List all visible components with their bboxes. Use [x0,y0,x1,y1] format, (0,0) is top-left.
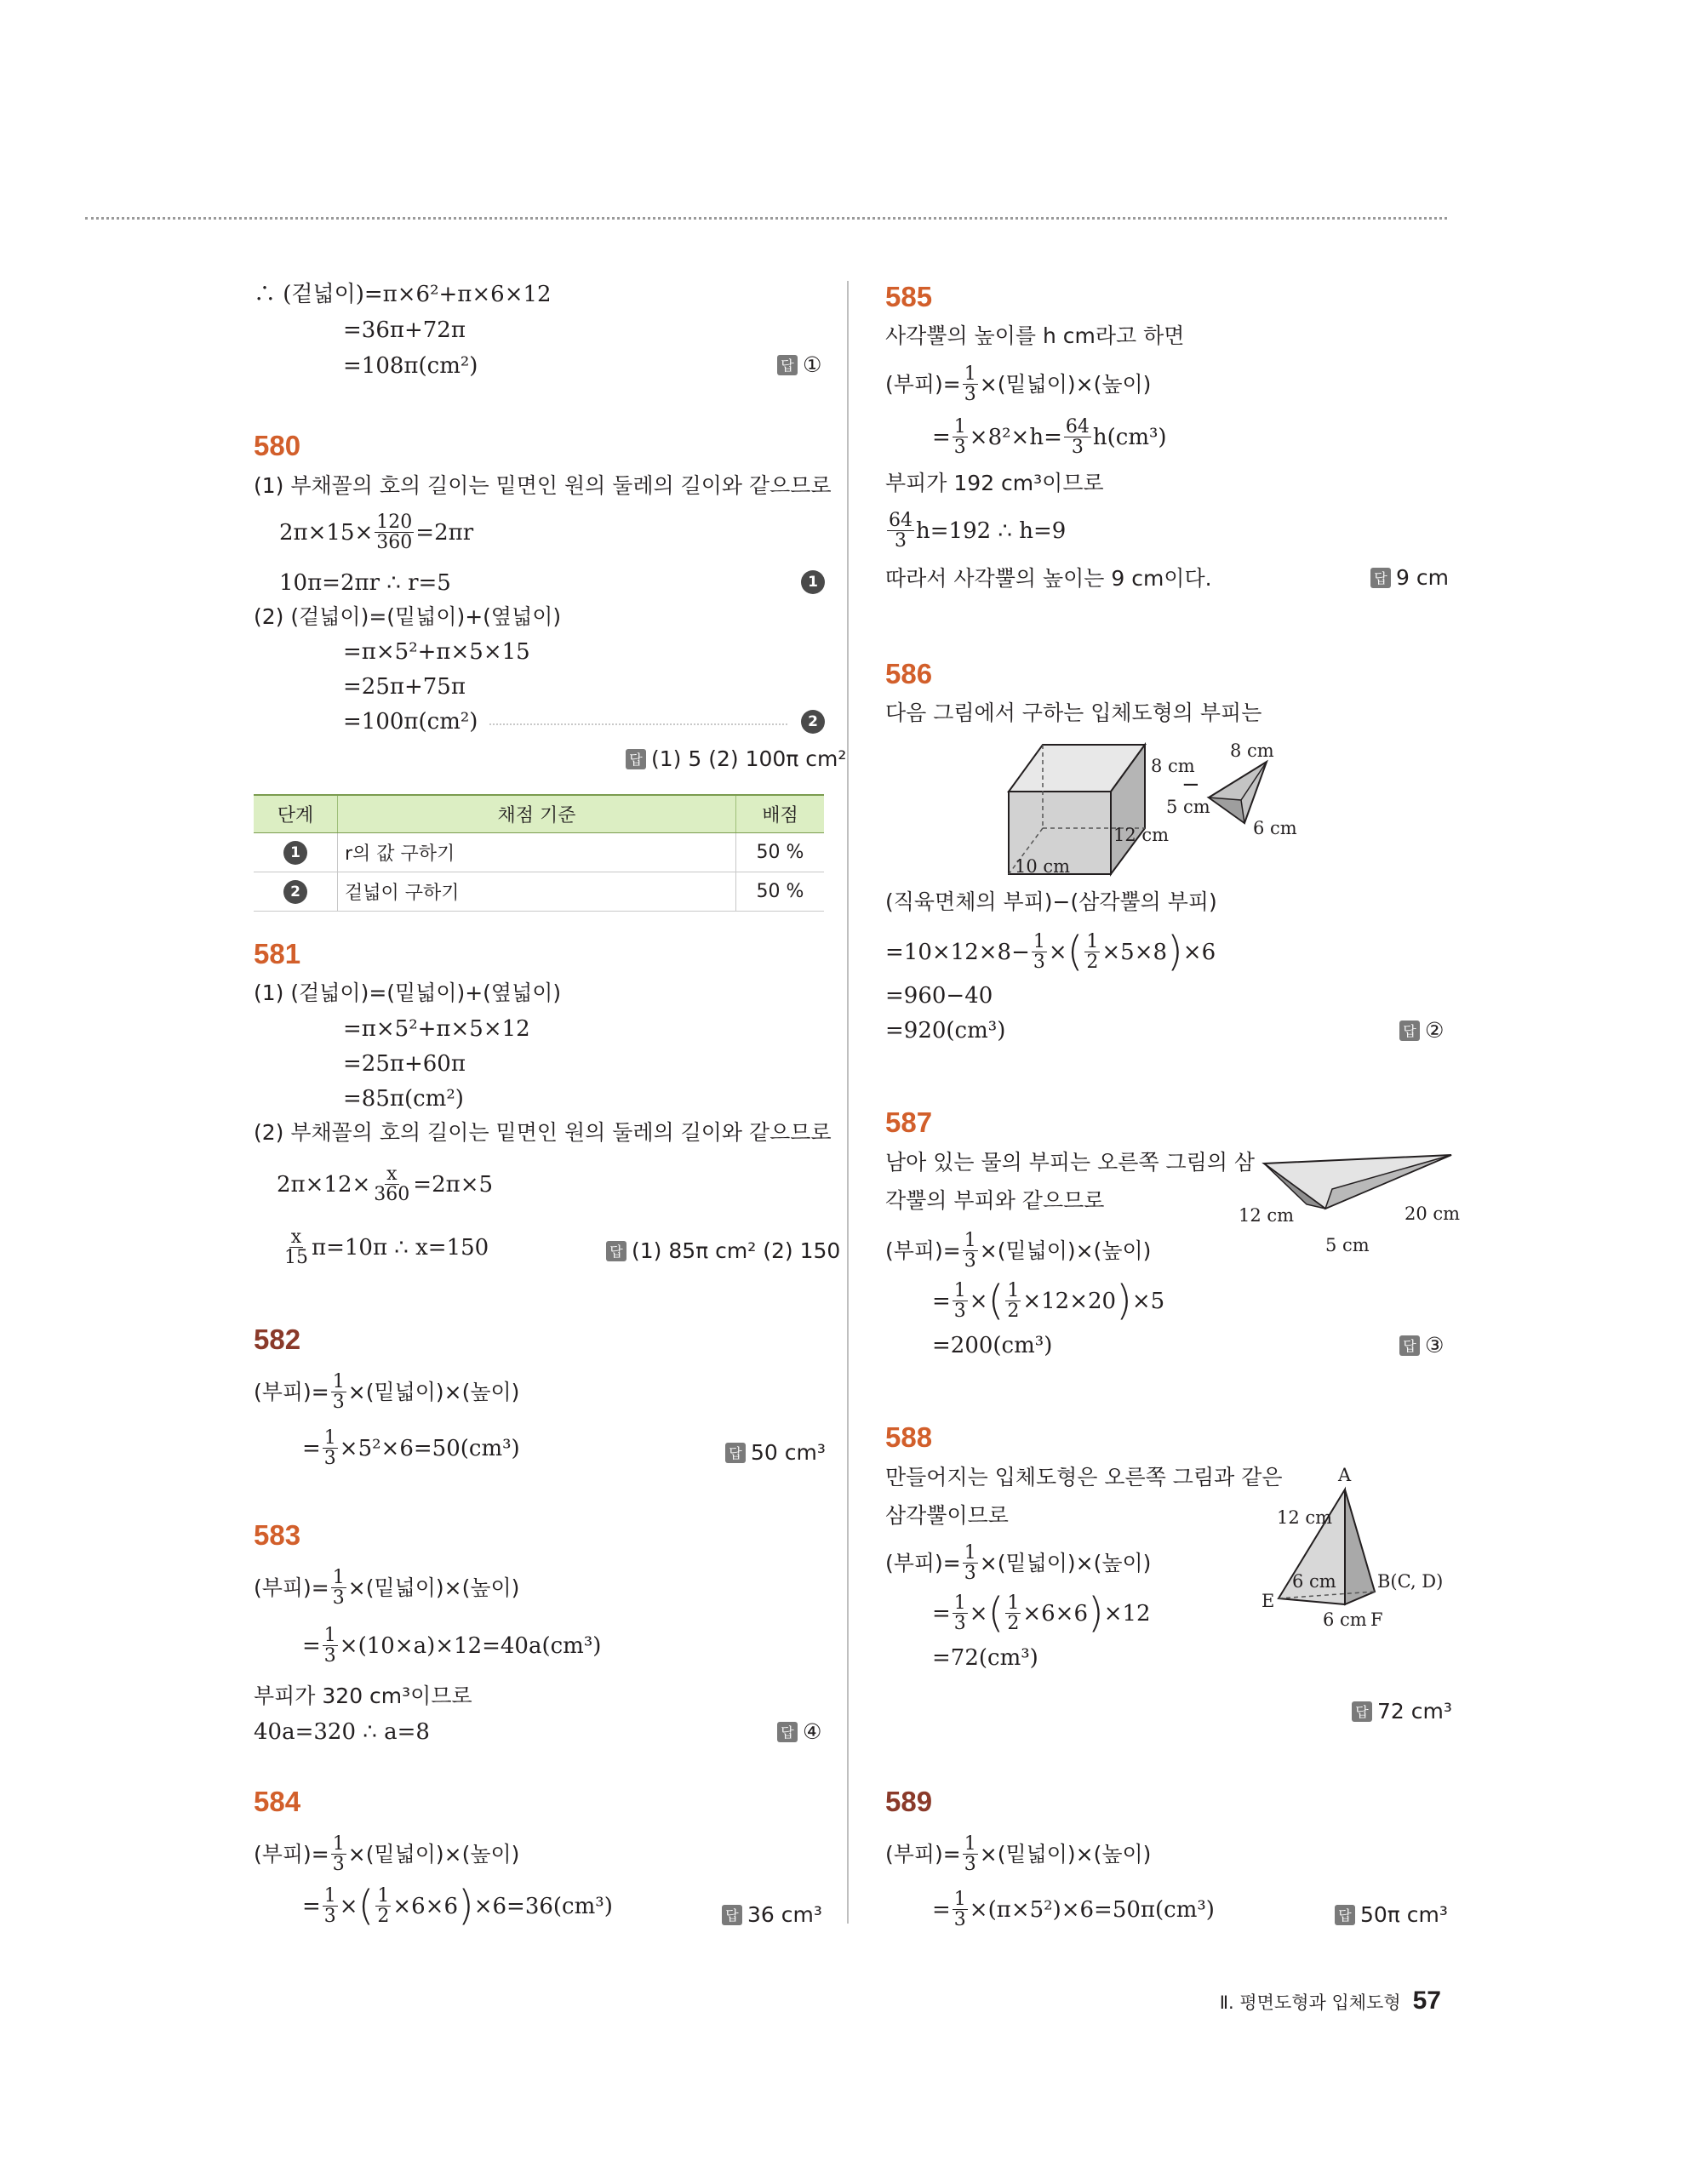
p580-line-4: =100π(cm²) [343,709,478,735]
p583-answer [777,1719,821,1744]
fraction [323,1886,338,1926]
answer-mark-icon: 답 [777,355,798,375]
eq-part: ×(밑넓이)×(높이) [347,1380,520,1405]
paren: ) [1167,928,1183,975]
column-divider [847,281,849,1924]
top-answer [777,352,821,377]
p580-line-2: =π×5²+π×5×15 [343,639,530,665]
frac-num: 1 [332,1371,345,1392]
eq-part: (부피)= [254,1575,329,1601]
fraction [1005,1281,1021,1321]
eq-part: (부피)= [885,1238,961,1264]
paren: ) [457,1882,474,1930]
fraction [1084,932,1100,972]
frac-den: 3 [1033,952,1045,974]
table-header: 배점 [736,795,825,833]
p588-line-2: = $\frac{1}{3}$ × ( $\frac{1}{2}$ ×6×6 ) ×12 [932,1589,1151,1637]
p584-answer [722,1902,822,1927]
frac-num: 1 [953,1889,966,1910]
frac-num: 1 [323,1625,336,1646]
fig-label: 5 cm [1325,1235,1370,1255]
table-cell [254,872,338,912]
answer-mark-icon: 답 [722,1905,742,1925]
frac-den: 3 [332,1854,345,1876]
eq-part: =10×12×8− [885,939,1030,965]
fig-label: F [1370,1609,1383,1630]
p586-answer [1399,1018,1444,1043]
p585-line-5: 따라서 사각뿔의 높이는 9 cm이다. [885,566,1212,591]
p582-answer [725,1440,826,1465]
eq-part: = [932,1896,951,1923]
frac-num: 1 [953,1280,966,1301]
eq-part: ×6=36(cm³) [473,1893,613,1919]
eq-part: ×(밑넓이)×(높이) [347,1575,520,1601]
p586-line-2: =10×12×8− $\frac{1}{3}$ × ( $\frac{1}{2}$ ×5×8 ) ×6 [885,928,1216,975]
eq-part: ×(밑넓이)×(높이) [347,1842,520,1867]
frac-num: 1 [953,416,966,437]
problem-number-582: 582 [254,1324,301,1355]
table-cell: r의 값 구하기 [338,833,736,872]
p587-answer [1399,1333,1444,1358]
fig-minus: − [1181,772,1200,798]
paren: ( [358,1882,375,1930]
fraction [283,1227,310,1267]
p580-answer [626,746,846,771]
p586-line-1: (직육면체의 부피)−(삼각뿔의 부피) [885,889,1217,914]
table-row [254,872,824,912]
step-badge: 2 [283,880,307,904]
fraction [963,1834,978,1874]
fig-label: B(C, D) [1377,1571,1444,1592]
p581-equation-1 [277,1164,493,1204]
fig-label: 5 cm [1166,797,1210,817]
frac-num: 1 [332,1567,345,1588]
frac-num: 1 [964,1833,976,1855]
p585-line-1 [885,364,1151,404]
p585-line-4 [885,511,1066,551]
frac-den: 3 [332,1392,345,1414]
fraction [953,1890,968,1930]
problem-number-585: 585 [885,281,933,312]
frac-num: 1 [953,1592,966,1614]
fraction [953,1593,968,1633]
frac-den: 3 [323,1645,336,1667]
frac-num: 120 [376,512,413,533]
frac-den: 3 [964,1250,976,1272]
answer-value: (1) 85π cm² (2) 150 [632,1238,841,1263]
eq-part: (부피)= [254,1842,329,1867]
answer-value: ② [1425,1018,1445,1043]
frac-num: 1 [1086,931,1099,952]
fraction [963,1231,978,1271]
fraction [887,511,914,551]
page-number: 57 [1412,1987,1441,2015]
p581-equation-2 [281,1227,489,1267]
p586-figure [996,728,1336,881]
frac-den: 3 [332,1587,345,1609]
problem-number-584: 584 [254,1786,301,1817]
fraction [331,1372,346,1412]
eq-part: 2π×12× [277,1171,371,1198]
p580-equation-1 [279,512,473,552]
fraction [375,512,414,552]
fraction [963,364,978,404]
frac-num: 64 [889,510,913,531]
frac-den: 15 [284,1247,308,1269]
frac-den: 3 [953,1613,966,1635]
fig-label: E [1262,1591,1275,1611]
answer-mark-icon: 답 [1370,568,1391,588]
paren: ( [987,1589,1004,1637]
answer-mark-icon: 답 [626,749,646,769]
p587-statement-1: 남아 있는 물의 부피는 오른쪽 그림의 삼 [885,1150,1256,1175]
problem-number-583: 583 [254,1519,301,1551]
p589-answer [1335,1902,1448,1927]
eq-part: ×6×6 [1022,1600,1088,1627]
fraction [331,1834,346,1874]
frac-den: 3 [323,1448,336,1470]
eq-part: ×5×8 [1101,939,1168,965]
p588-figure [1260,1464,1456,1651]
frac-den: 2 [1086,952,1099,974]
fraction [1005,1593,1021,1633]
frac-den: 2 [1007,1301,1020,1323]
fraction [323,1626,338,1666]
pyramid-face [1345,1489,1375,1604]
table-header: 단계 [254,795,338,833]
answer-value: 72 cm³ [1377,1699,1452,1724]
top-line-3: =108π(cm²) [343,353,478,379]
answer-mark-icon: 답 [1352,1701,1372,1722]
p586-line-4: =920(cm³) [885,1018,1006,1043]
answer-mark-icon: 답 [725,1443,746,1463]
frac-den: 360 [376,532,413,554]
p588-statement-2: 삼각뿔이므로 [885,1503,1009,1528]
p582-line-1 [254,1372,519,1412]
p589-line-1 [885,1834,1151,1874]
frac-num: 1 [1007,1592,1020,1614]
eq-part: ×(밑넓이)×(높이) [979,1238,1152,1264]
paren: ) [1087,1589,1104,1637]
frac-den: 3 [964,1854,976,1876]
p580-statement-2: (2) (겉넓이)=(밑넓이)+(옆넓이) [254,604,562,629]
p584-line-2: = $\frac{1}{3}$ × ( $\frac{1}{2}$ ×6×6 ) ×6=36(cm³) [302,1882,613,1930]
p588-answer [1352,1699,1452,1724]
fraction [953,1281,968,1321]
p582-line-2 [302,1428,520,1468]
top-dotted-rule [85,217,1447,220]
eq-part: ×(π×5²)×6=50π(cm³) [969,1896,1215,1923]
fig-label: 20 cm [1405,1203,1460,1224]
p588-line-3: =72(cm³) [932,1645,1038,1671]
answer-value: ③ [1425,1333,1445,1358]
eq-part: π=10π ∴ x=150 [312,1234,489,1261]
frac-den: 3 [895,530,907,552]
fraction [372,1164,411,1204]
frac-num: 1 [377,1885,390,1907]
answer-value: ① [803,352,822,377]
table-row [254,833,824,872]
fig-label: 6 cm [1323,1609,1367,1630]
p587-line-3: =200(cm³) [932,1333,1053,1358]
p585-line-2 [932,417,1167,457]
p581-statement-2: (2) 부채꼴의 호의 길이는 밑면인 원의 둘레의 길이와 같으므로 [254,1120,832,1145]
grading-table [254,794,824,912]
frac-num: 64 [1065,416,1090,437]
table-cell: 50 % [736,833,825,872]
eq-part: h=192 ∴ h=9 [916,517,1067,544]
answer-value: 50π cm³ [1360,1902,1448,1927]
p587-line-2: = $\frac{1}{3}$ × ( $\frac{1}{2}$ ×12×20 ) ×5 [932,1277,1165,1324]
p588-line-1 [885,1543,1151,1583]
eq-part: ×8²×h= [969,424,1062,450]
frac-num: 1 [1033,931,1045,952]
p586-statement: 다음 그림에서 구하는 입체도형의 부피는 [885,700,1262,725]
eq-part: =2πr [415,519,474,546]
step-1-badge: 1 [801,570,825,594]
problem-number-581: 581 [254,938,301,969]
eq-part: = [932,1600,951,1627]
p589-line-2 [932,1890,1215,1930]
table-cell: 겉넓이 구하기 [338,872,736,912]
top-line-2: =36π+72π [343,317,466,343]
frac-num: 1 [964,363,976,385]
eq-part: ×6×6 [392,1893,458,1919]
table-cell [254,833,338,872]
eq-part: = [932,424,951,450]
fig-label: 8 cm [1230,740,1274,761]
p588-statement-1: 만들어지는 입체도형은 오른쪽 그림과 같은 [885,1465,1283,1489]
frac-num: 1 [323,1427,336,1449]
fraction [331,1568,346,1608]
fig-label: 12 cm [1113,825,1170,845]
eq-part: h(cm³) [1092,424,1167,450]
eq-part: =2π×5 [413,1171,494,1198]
eq-part: (부피)= [885,1551,961,1576]
p583-line-3: 부피가 320 cm³이므로 [254,1684,472,1708]
eq-part: (부피)= [885,372,961,397]
p581-line-2: =π×5²+π×5×12 [343,1016,530,1042]
frac-num: x [290,1226,302,1248]
p583-line-2 [302,1626,601,1666]
problem-number-588: 588 [885,1421,933,1453]
pyramid-face [1209,798,1244,823]
frac-den: 3 [953,1301,966,1323]
fraction [1032,932,1047,972]
fraction [963,1543,978,1583]
frac-den: 2 [1007,1613,1020,1635]
fraction [323,1428,338,1468]
p587-figure [1239,1145,1460,1255]
p585-line-3: 부피가 192 cm³이므로 [885,471,1104,495]
p586-line-3: =960−40 [885,983,993,1009]
fraction [1064,417,1091,457]
answer-mark-icon: 답 [1399,1021,1420,1041]
frac-den: 3 [1071,437,1084,459]
problem-number-580: 580 [254,430,301,461]
frac-den: 2 [377,1906,390,1928]
eq-part: ×12 [1103,1600,1151,1627]
p585-statement: 사각뿔의 높이를 h cm라고 하면 [885,323,1185,348]
paren: ( [987,1277,1004,1324]
answer-value: (1) 5 (2) 100π cm² [651,746,847,771]
p583-line-1 [254,1568,519,1608]
problem-number-589: 589 [885,1786,933,1817]
problem-number-587: 587 [885,1106,933,1138]
p585-answer [1370,565,1449,590]
frac-den: 3 [953,1909,966,1931]
paren: ) [1116,1277,1132,1324]
eq-part: ×5²×6=50(cm³) [339,1435,520,1461]
p580-line-3: =25π+75π [343,674,466,700]
frac-den: 3 [964,1563,976,1585]
p581-line-4: =85π(cm²) [343,1086,464,1112]
p581-statement-1: (1) (겉넓이)=(밑넓이)+(옆넓이) [254,981,562,1005]
eq-part: ×12×20 [1022,1288,1117,1314]
paren: ( [1067,928,1084,975]
answer-value: ④ [803,1719,822,1744]
page-footer [1220,1987,1441,2015]
answer-value: 9 cm [1396,565,1449,590]
eq-part: 2π×15× [279,519,374,546]
answer-mark-icon: 답 [1335,1905,1355,1925]
frac-num: x [386,1163,398,1185]
frac-den: 3 [964,384,976,406]
fig-label: 12 cm [1277,1507,1333,1528]
eq-part: ×5 [1131,1288,1165,1314]
answer-value: 36 cm³ [747,1902,822,1927]
frac-num: 1 [323,1885,336,1907]
step-badge: 1 [283,841,307,865]
answer-mark-icon: 답 [1399,1335,1420,1356]
frac-num: 1 [964,1230,976,1251]
fraction [375,1886,391,1926]
fig-label: 6 cm [1292,1571,1336,1592]
dotted-leader [489,723,787,725]
frac-num: 1 [332,1833,345,1855]
eq-part: ×(10×a)×12=40a(cm³) [339,1632,602,1659]
p584-line-1 [254,1834,519,1874]
table-header: 채점 기준 [338,795,736,833]
frac-num: 1 [1007,1280,1020,1301]
eq-part: = [302,1893,321,1919]
eq-part: ×(밑넓이)×(높이) [979,1842,1152,1867]
eq-part: (부피)= [254,1380,329,1405]
answer-value: 50 cm³ [751,1440,826,1465]
eq-part: ×6 [1182,939,1216,965]
answer-mark-icon: 답 [606,1241,626,1261]
eq-part: = [302,1435,321,1461]
frac-den: 360 [374,1184,410,1206]
fig-label: 6 cm [1253,818,1297,838]
answer-mark-icon: 답 [777,1722,798,1742]
p583-line-4: 40a=320 ∴ a=8 [254,1719,430,1745]
frac-den: 3 [323,1906,336,1928]
p580-statement-1: (1) 부채꼴의 호의 길이는 밑면인 원의 둘레의 길이와 같으므로 [254,473,832,498]
step-2-badge: 2 [801,710,825,734]
frac-num: 1 [964,1542,976,1564]
eq-part: ×(밑넓이)×(높이) [979,1551,1152,1576]
fig-label: 12 cm [1239,1205,1295,1226]
top-line-1: ∴ (겉넓이)=π×6²+π×6×12 [254,282,552,307]
fig-label: A [1338,1465,1352,1485]
eq-part: = [932,1288,951,1314]
table-cell: 50 % [736,872,825,912]
fig-label: 10 cm [1015,856,1071,877]
eq-part: ×(밑넓이)×(높이) [979,372,1152,397]
problem-number-586: 586 [885,658,933,689]
p581-line-3: =25π+60π [343,1051,466,1077]
frac-den: 3 [953,437,966,459]
eq-part: (부피)= [885,1842,961,1867]
fig-label: 8 cm [1151,756,1195,776]
eq-part: = [302,1632,321,1659]
p587-statement-2: 각뿔의 부피와 같으므로 [885,1188,1105,1213]
fraction [953,417,968,457]
p581-answer [606,1238,840,1263]
p587-line-1 [885,1231,1151,1271]
section-title: Ⅱ. 평면도형과 입체도형 [1219,1992,1401,2013]
p580-equation-2: 10π=2πr ∴ r=5 [279,570,451,596]
